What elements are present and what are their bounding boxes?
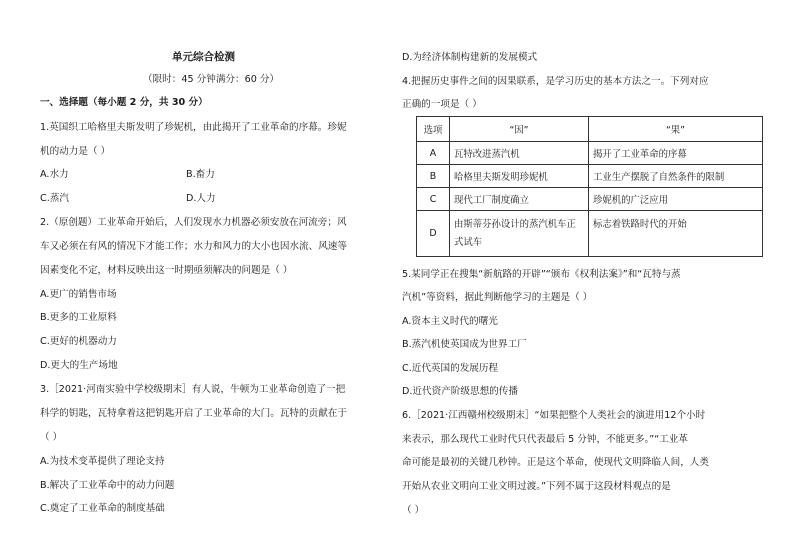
table-cell: 揭开了工业革命的序幕 [589,142,763,165]
table-cell: 珍妮机的广泛应用 [589,188,763,211]
q2-option-c: C.更好的机器动力 [40,336,117,347]
q2-stem: 车又必须在有风的情况下才能工作；水力和风力的大小也因水流、风速等 [40,241,347,252]
q1-stem: 机的动力是（ ） [40,146,111,157]
q2-option-a: A.更广的销售市场 [40,289,117,300]
q6-stem: 6.［2021·江西赣州校级期末］“如果把整个人类社会的演进用12个小时 [402,410,706,421]
q3-option-a: A.为技术变革提供了理论支持 [40,456,165,467]
q1-option-a: A.水力 [40,169,69,180]
table-header: 选项 [417,117,450,142]
q5-option-d: D.近代资产阶级思想的传播 [402,386,518,397]
q3-option-d: D.为经济体制构建新的发展模式 [402,52,538,63]
q6-stem: （ ） [402,505,425,516]
table-cell: 哈格里夫斯发明珍妮机 [450,165,589,188]
table-row [417,142,763,165]
q5-option-c: C.近代英国的发展历程 [402,363,499,374]
table-cell: 现代工厂制度确立 [450,188,589,211]
q5-stem: 汽机”等资料，据此判断他学习的主题是（ ） [402,292,593,303]
table-row [417,165,763,188]
q3-stem: 3.［2021·河南实验中学校级期末］有人说，牛顿为工业革命创造了一把 [40,384,346,395]
table-header: “果” [589,117,763,142]
table-row [417,188,763,211]
q2-option-b: B.更多的工业原料 [40,312,117,323]
q6-stem: 开始从农业文明向工业文明过渡。”下列不属于这段材料观点的是 [402,481,671,492]
q5-stem: 5.某同学正在搜集“新航路的开辟”“颁布《权利法案》”和“瓦特与蒸 [402,269,681,280]
q1-option-c: C.蒸汽 [40,193,69,204]
q1-stem: 1.英国织工哈格里夫斯发明了珍妮机，由此揭开了工业革命的序幕。珍妮 [40,122,347,133]
q2-stem: 因素变化不定，材料反映出这一时期亟须解决的问题是（ ） [40,265,293,276]
time-limit: （限时：45 分钟满分：60 分） [143,74,280,85]
table-cell: 由斯蒂芬孙设计的蒸汽机车正式试车 [450,211,589,257]
table-cell: 工业生产摆脱了自然条件的限制 [589,165,763,188]
q1-option-b: B.畜力 [186,169,215,180]
q3-stem: 科学的钥匙，瓦特拿着这把钥匙开启了工业革命的大门。瓦特的贡献在于 [40,408,347,419]
q6-stem: 来表示，那么现代工业时代只代表最后 5 分钟，不能更多。”“工业革 [402,434,688,445]
q6-stem: 命可能是最初的关键几秒钟。正是这个革命，使现代文明降临人间，人类 [402,457,709,468]
table-header: “因” [450,117,589,142]
table-row [417,211,763,257]
table-cell: 标志着铁路时代的开始 [589,211,763,257]
q5-option-a: A.资本主义时代的曙光 [402,316,498,327]
table-cell: D [417,211,450,257]
q2-stem: 2.（原创题）工业革命开始后，人们发现水力机器必须安放在河流旁；风 [40,217,347,228]
q3-stem: （ ） [40,432,63,443]
cause-effect-table [416,116,763,257]
table-cell: A [417,142,450,165]
q5-option-b: B.蒸汽机使英国成为世界工厂 [402,339,527,350]
table-header-row [417,117,763,142]
q1-option-d: D.人力 [186,193,216,204]
q4-stem: 4.把握历史事件之间的因果联系，是学习历史的基本方法之一。下列对应 [402,76,709,87]
q2-option-d: D.更大的生产场地 [40,360,118,371]
table-cell: C [417,188,450,211]
section-heading: 一、选择题（每小题 2 分，共 30 分） [40,97,208,108]
table-cell: B [417,165,450,188]
q3-option-c: C.奠定了工业革命的制度基础 [40,503,165,514]
q4-stem: 正确的一项是（ ） [402,99,482,110]
table-cell: 瓦特改进蒸汽机 [450,142,589,165]
page-title: 单元综合检测 [172,51,235,63]
q3-option-b: B.解决了工业革命中的动力问题 [40,480,175,491]
